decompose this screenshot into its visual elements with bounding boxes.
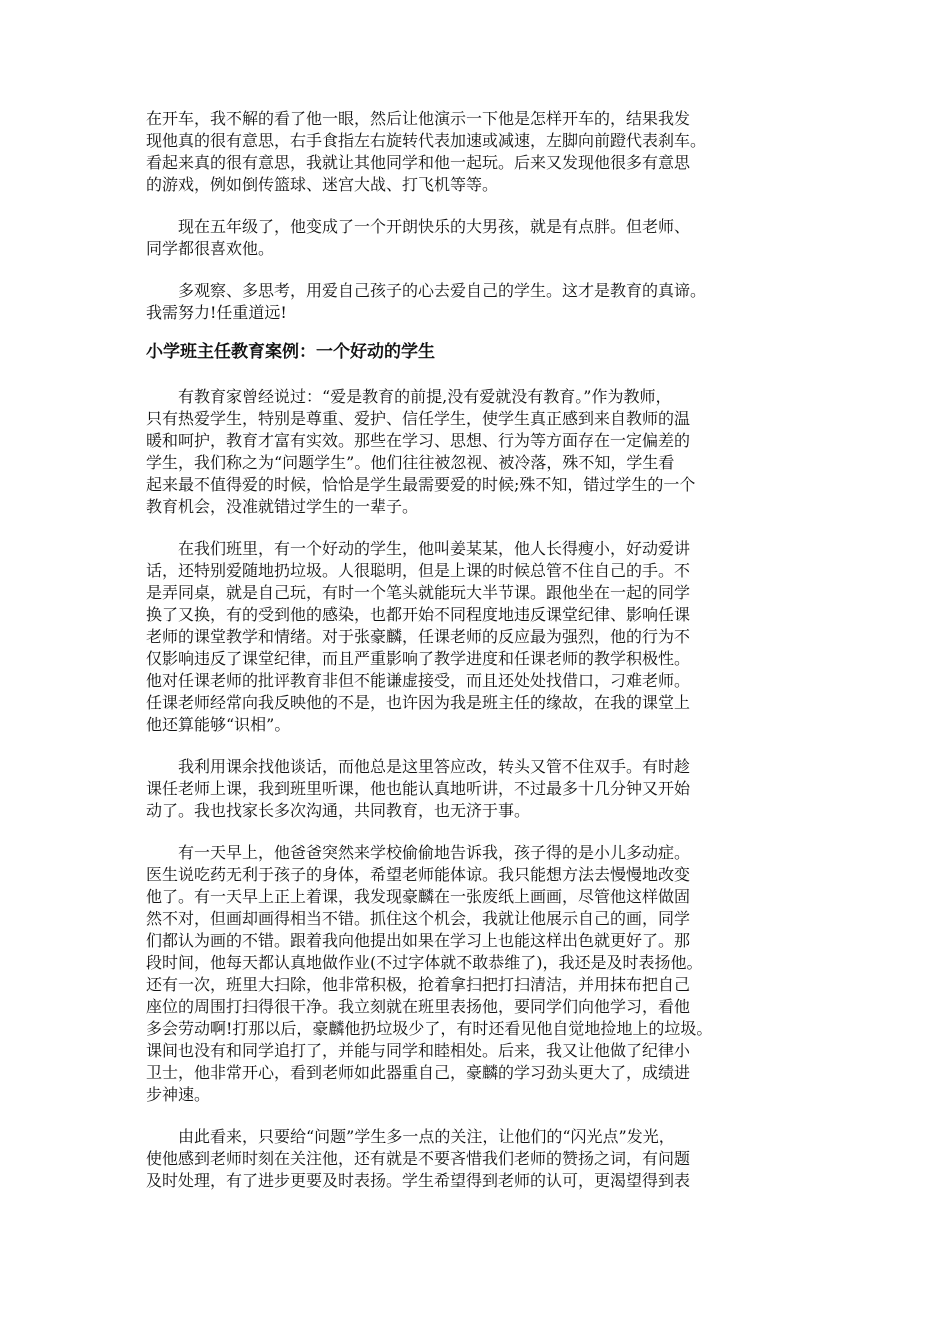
text-line: 现在五年级了，他变成了一个开朗快乐的大男孩，就是有点胖。但老师、: [146, 217, 691, 236]
text-line: 老师的课堂教学和情绪。对于张豪麟，任课老师的反应最为强烈，他的行为不: [146, 627, 691, 646]
text-line: 课间也没有和同学追打了，并能与同学和睦相处。后来，我又让他做了纪律小: [146, 1041, 691, 1060]
text-line: 在开车，我不解的看了他一眼，然后让他演示一下他是怎样开车的，结果我发: [146, 109, 691, 128]
text-line: 他了。有一天早上正上着课，我发现豪麟在一张废纸上画画，尽管他这样做固: [146, 887, 691, 906]
body-text-before: [146, 108, 816, 324]
text-line: 由此看来，只要给“问题”学生多一点的关注，让他们的“闪光点”发光，: [146, 1127, 675, 1146]
text-line: 看起来真的很有意思，我就让其他同学和他一起玩。后来又发现他很多有意思: [146, 153, 691, 172]
text-line: 们都认为画的不错。跟着我向他提出如果在学习上也能这样出色就更好了。那: [146, 931, 691, 950]
text-line: 现他真的很有意思，右手食指左右旋转代表加速或减速，左脚向前蹬代表刹车。: [146, 131, 707, 150]
paragraph: [146, 538, 816, 736]
text-line: 是弄同桌，就是自己玩，有时一个笔头就能玩大半节课。跟他坐在一起的同学: [146, 583, 691, 602]
text-line: 卫士，他非常开心，看到老师如此器重自己，豪麟的学习劲头更大了，成绩进: [146, 1063, 691, 1082]
text-line: 话，还特别爱随地扔垃圾。人很聪明，但是上课的时候总管不住自己的手。不: [146, 561, 691, 580]
text-line: 我利用课余找他谈话，而他总是这里答应改，转头又管不住双手。有时趁: [146, 757, 691, 776]
text-line: 多会劳动啊!打那以后，豪麟他扔垃圾少了，有时还看见他自觉地捡地上的垃圾。: [146, 1019, 713, 1038]
text-line: 我需努力!任重道远!: [146, 303, 287, 322]
text-line: 学生，我们称之为“问题学生”。他们往往被忽视、被冷落，殊不知，学生看: [146, 453, 675, 472]
text-line: 换了又换，有的受到他的感染，也都开始不同程度地违反课堂纪律、影响任课: [146, 605, 691, 624]
text-line: 还有一次，班里大扫除，他非常积极，抢着拿扫把打扫清洁，并用抹布把自己: [146, 975, 691, 994]
text-line: 在我们班里，有一个好动的学生，他叫姜某某，他人长得瘦小，好动爱讲: [146, 539, 691, 558]
body-text-after: [146, 386, 816, 1192]
text-line: 段时间，他每天都认真地做作业(不过字体就不敢恭维了)，我还是及时表扬他。: [146, 953, 703, 972]
text-line: 医生说吃药无利于孩子的身体，希望老师能体谅。我只能想方法去慢慢地改变: [146, 865, 691, 884]
text-line: 步神速。: [146, 1085, 211, 1104]
paragraph: [146, 108, 816, 196]
section-title: 小学班主任教育案例：一个好动的学生: [146, 342, 435, 362]
text-line: 使他感到老师时刻在关注他，还有就是不要吝惜我们老师的赞扬之词，有问题: [146, 1149, 691, 1168]
document-page: [146, 108, 816, 1212]
text-line: 只有热爱学生，特别是尊重、爱护、信任学生，使学生真正感到来自教师的温: [146, 409, 691, 428]
text-line: 他还算能够“识相”。: [146, 715, 291, 734]
text-line: 课任老师上课，我到班里听课，他也能认真地听讲，不过最多十几分钟又开始: [146, 779, 691, 798]
text-line: 的游戏，例如倒传篮球、迷宫大战、打飞机等等。: [146, 175, 499, 194]
text-line: 然不对，但画却画得相当不错。抓住这个机会，我就让他展示自己的画，同学: [146, 909, 691, 928]
text-line: 动了。我也找家长多次沟通，共同教育，也无济于事。: [146, 801, 531, 820]
text-line: 暖和呵护，教育才富有实效。那些在学习、思想、行为等方面存在一定偏差的: [146, 431, 691, 450]
paragraph: [146, 386, 816, 518]
text-line: 仅影响违反了课堂纪律，而且严重影响了教学进度和任课老师的教学积极性。: [146, 649, 691, 668]
text-line: 有一天早上，他爸爸突然来学校偷偷地告诉我，孩子得的是小儿多动症。: [146, 843, 691, 862]
paragraph: [146, 842, 816, 1106]
paragraph: [146, 756, 816, 822]
text-line: 及时处理，有了进步更要及时表扬。学生希望得到老师的认可，更渴望得到表: [146, 1171, 691, 1190]
paragraph: [146, 216, 816, 260]
text-line: 他对任课老师的批评教育非但不能谦虚接受，而且还处处找借口，刁难老师。: [146, 671, 691, 690]
text-line: 起来最不值得爱的时候，恰恰是学生最需要爱的时候;殊不知，错过学生的一个: [146, 475, 696, 494]
text-line: 多观察、多思考，用爱自己孩子的心去爱自己的学生。这才是教育的真谛。: [146, 281, 707, 300]
paragraph: [146, 1126, 816, 1192]
text-line: 座位的周围打扫得很干净。我立刻就在班里表扬他，要同学们向他学习，看他: [146, 997, 691, 1016]
text-line: 同学都很喜欢他。: [146, 239, 275, 258]
text-line: 有教育家曾经说过：“爱是教育的前提,没有爱就没有教育。”作为教师，: [146, 387, 672, 406]
text-line: 教育机会，没准就错过学生的一辈子。: [146, 497, 419, 516]
text-line: 任课老师经常向我反映他的不是，也许因为我是班主任的缘故，在我的课堂上: [146, 693, 691, 712]
paragraph: [146, 280, 816, 324]
